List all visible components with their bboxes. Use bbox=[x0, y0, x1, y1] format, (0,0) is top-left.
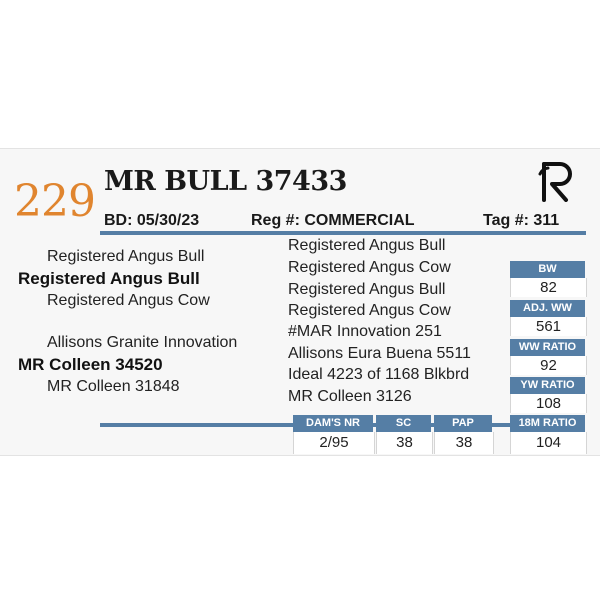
extended-pedigree-item: Registered Angus Cow bbox=[288, 259, 451, 276]
epd-label-bw: BW bbox=[510, 261, 585, 278]
dam: MR Colleen 34520 bbox=[18, 355, 163, 374]
epd-label-adj-ww: ADJ. WW bbox=[510, 300, 585, 317]
epd-value-18m-ratio: 104 bbox=[510, 432, 587, 454]
animal-name: MR BULL 37433 bbox=[104, 166, 347, 197]
stat-label-dams-nr: DAM'S NR bbox=[293, 415, 373, 432]
stat-value-sc: 38 bbox=[376, 432, 433, 454]
extended-pedigree-item: Registered Angus Cow bbox=[288, 302, 451, 319]
extended-pedigree-item: Registered Angus Bull bbox=[288, 281, 446, 298]
sire: Registered Angus Bull bbox=[18, 269, 200, 288]
extended-pedigree-item: Registered Angus Bull bbox=[288, 237, 446, 254]
epd-value-yw-ratio: 108 bbox=[510, 394, 587, 413]
stat-label-sc: SC bbox=[376, 415, 431, 432]
registration-number: Reg #: COMMERCIAL bbox=[251, 212, 415, 229]
stat-value-dams-nr: 2/95 bbox=[293, 432, 375, 454]
extended-pedigree-item: #MAR Innovation 251 bbox=[288, 323, 442, 340]
extended-pedigree-item: MR Colleen 3126 bbox=[288, 388, 412, 405]
sire-sire: Registered Angus Bull bbox=[47, 248, 205, 265]
epd-label-yw-ratio: YW RATIO bbox=[510, 377, 585, 394]
tag-number: Tag #: 311 bbox=[483, 212, 560, 229]
header-divider bbox=[100, 231, 586, 235]
extended-pedigree-item: Ideal 4223 of 1168 Blkbrd bbox=[288, 366, 470, 383]
r-brand-logo-icon bbox=[538, 160, 582, 207]
birth-date: BD: 05/30/23 bbox=[104, 212, 200, 229]
epd-label-ww-ratio: WW RATIO bbox=[510, 339, 585, 356]
sire-dam: Registered Angus Cow bbox=[47, 292, 210, 309]
dam-sire: Allisons Granite Innovation bbox=[47, 334, 238, 351]
lot-number: 229 bbox=[14, 176, 95, 227]
epd-value-bw: 82 bbox=[510, 278, 587, 297]
epd-value-adj-ww: 561 bbox=[510, 317, 587, 336]
dam-dam: MR Colleen 31848 bbox=[47, 378, 180, 395]
epd-label-18m-ratio: 18M RATIO bbox=[510, 415, 585, 432]
epd-value-ww-ratio: 92 bbox=[510, 356, 587, 375]
stat-label-pap: PAP bbox=[434, 415, 492, 432]
extended-pedigree-item: Allisons Eura Buena 5511 bbox=[288, 345, 471, 362]
stat-value-pap: 38 bbox=[434, 432, 494, 454]
